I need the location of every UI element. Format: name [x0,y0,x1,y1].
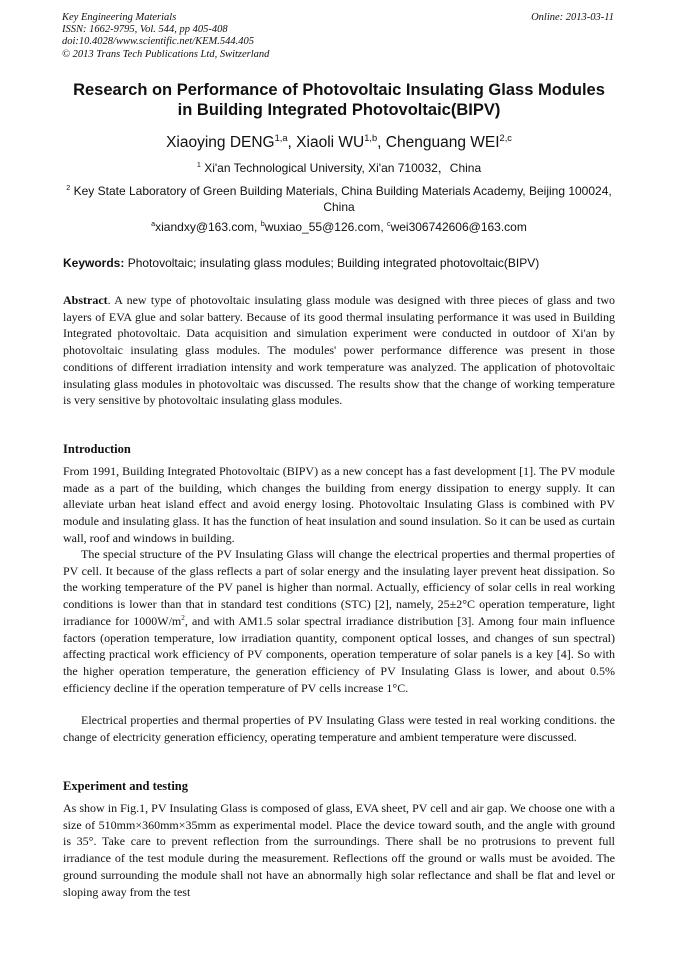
abstract-text: . A new type of photovoltaic insulating glass module was designed with three pieces of glass and two layers of EVA glue and solar battery. Because of its good thermal insulating performance it was used in Building Integrated photovoltaic. Data acquisition and simulation experiment were conducted in outdoor of Xi'an by photovoltaic insulating glass modules. The modules' power performance difference was present in those conditions of different irradiation intensity and work temperature was analyzed. The application of photovoltaic insulating glass modules in photovoltaic was discussed. The results show that the change of working temperature is very sensitive by photovoltaic insulating glass modules. [63,293,615,408]
email-separator: , [380,220,387,234]
copyright-line: © 2013 Trans Tech Publications Ltd, Switzerland [62,48,270,60]
abstract-label: Abstract [63,293,108,307]
intro-paragraph-2 [63,546,615,696]
email-mark: a [151,219,156,228]
issn-line: ISSN: 1662-9795, Vol. 544, pp 405-408 [62,24,228,36]
email-address[interactable]: wuxiao_55@126.com [264,220,381,234]
author-separator: , [287,134,297,151]
keywords-text: Photovoltaic; insulating glass modules; Building integrated photovoltaic(BIPV) [127,256,540,270]
author-name: Chenguang WEI [385,134,500,151]
abstract-paragraph [63,292,615,409]
keywords [63,255,615,271]
email-mark: c [386,219,391,228]
intro-p2-text-b: , and with AM1.5 solar spectral irradiance distribution [3]. Among four main influence factors (operation temperature, low irradiation quantity, component optical losses, and changes of sun spectral) affecting practical work efficiency of PV components, operation temperature of solar panels is a key [4]. So with the higher operation temperature, the generation efficiency of PV Insulating Glass is lower, and about 0.5% efficiency decline if the operation temperature of PV cells increase 1°C. [63,613,616,695]
affiliation-mark: 1 [196,160,201,169]
email-separator: , [254,220,261,234]
email-list [40,219,638,235]
intro-p2-text-a: The special structure of the PV Insulating Glass will change the electrical properties and thermal properties of PV cell. It because of the glass reflects a part of solar energy and the insulating layer prevent heat dissipation. So the working temperature of the PV panel is higher than normal. Actually, efficiency of solar cells in real working conditions is lower than that in standard test conditions (STC) [2], namely, 25±2°C operation temperature, light irradiance for 1000W/m [63,547,615,628]
affiliation-1 [60,160,618,176]
email-mark: b [260,219,265,228]
email-address[interactable]: wei306742606@163.com [390,220,527,234]
affiliation-2 [60,183,618,215]
intro-paragraph-1: From 1991, Building Integrated Photovoltaic (BIPV) as a new concept has a fast development [1]. The PV module made as a part of the building, which changes the building from energy dissipation to energy supply. It can alleviate urban heat island effect and avoid energy losing. Photovoltaic Insulating Glass is combined with PV module and insulating glass. It has the function of heat insulation and sound insulation. So it can be used as curtain wall, roof and windows in building. [63,464,615,545]
author-affil-mark: 2,c [499,132,512,143]
experiment-paragraph-1: As show in Fig.1, PV Insulating Glass is composed of glass, EVA sheet, PV cell and air gap. We choose one with a size of 510mm×360mm×35mm as experimental model. Place the device toward south, and the angle with ground is 35°. Take care to prevent reflection from the surroundings. There shall be no protrusions to prevent full irradiance of the test module during the measurement. Reflections off the ground or walls must be avoided. The ground surrounding the module shall not have an abnormally high solar reflectance and shall be flat and level or sloping away from the test [63,801,615,899]
author-list [40,133,638,153]
intro-p2-superscript: 2 [181,613,185,622]
doi-line: doi:10.4028/www.scientific.net/KEM.544.405 [62,36,254,48]
author-separator: , [377,134,386,151]
section-heading-experiment: Experiment and testing [63,779,188,793]
keywords-label: Keywords: [63,256,125,270]
journal-name: Key Engineering Materials [62,12,177,23]
author-name: Xiaoying DENG [166,134,275,151]
affiliation-mark: 2 [66,183,71,192]
running-header [62,12,614,61]
email-address[interactable]: xiandxy@163.com [155,220,255,234]
section-heading-introduction: Introduction [63,442,131,456]
online-date: Online: 2013-03-11 [531,12,614,23]
title-line-2: in Building Integrated Photovoltaic(BIPV) [177,101,501,119]
title-line-1: Research on Performance of Photovoltaic Insulating Glass Modules [73,81,605,99]
author-affil-mark: 1,b [364,132,378,143]
paper-title [40,80,638,120]
affiliation-text: Key State Laboratory of Green Building Materials, China Building Materials Academy, Beijing 100024, China [73,184,612,214]
author-affil-mark: 1,a [274,132,288,143]
intro-paragraph-3: Electrical properties and thermal properties of PV Insulating Glass were tested in real working conditions. the change of electricity generation efficiency, operating temperature and ambient temperature were discussed. [63,713,615,744]
author-name: Xiaoli WU [296,134,365,151]
affiliation-text: Xi'an Technological University, Xi'an 710032，China [204,161,482,175]
